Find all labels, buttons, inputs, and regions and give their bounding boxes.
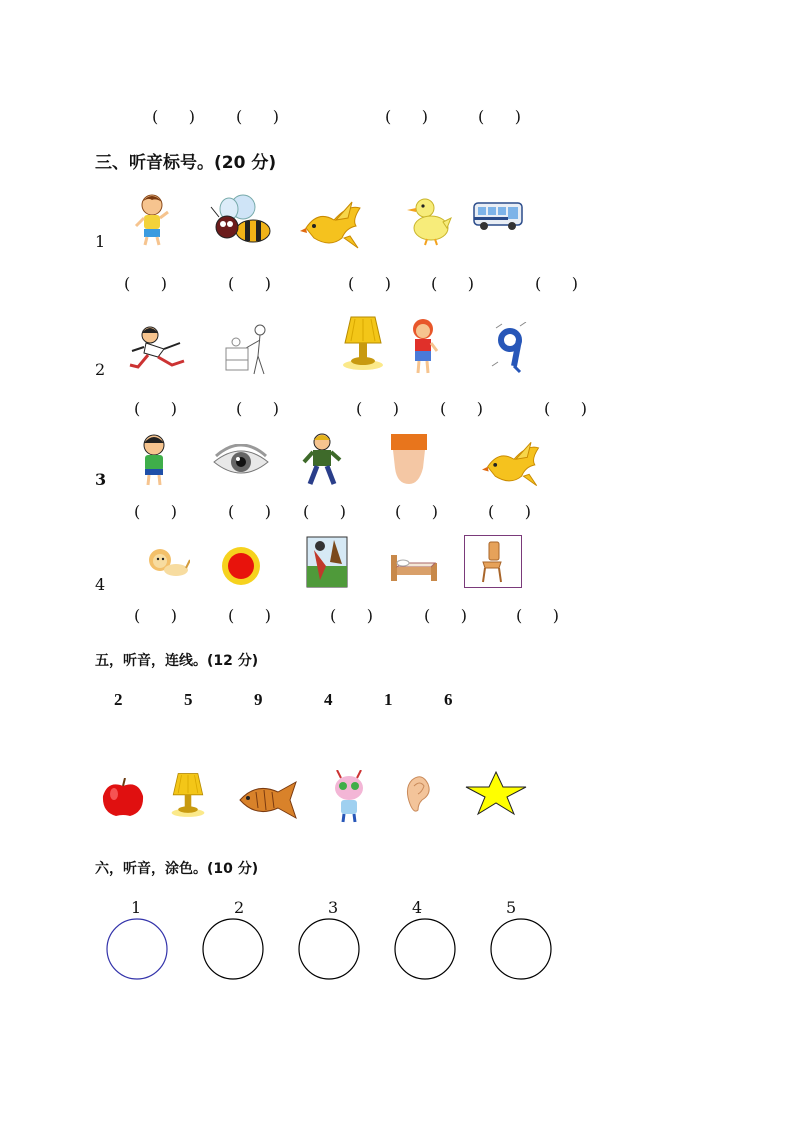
alien-icon xyxy=(329,770,369,824)
bird-icon xyxy=(482,438,548,488)
answer-blank[interactable]: ( ) xyxy=(395,502,438,521)
circle-number: 4 xyxy=(412,898,423,917)
answer-blank[interactable]: ( ) xyxy=(134,606,177,625)
boy-walking-icon xyxy=(302,432,342,486)
sketch-figure-icon xyxy=(220,322,274,376)
boy-icon xyxy=(132,192,172,246)
section-5-title: 五，听音，连线。(12 分) xyxy=(95,653,259,669)
answer-blank[interactable]: ( ) xyxy=(236,399,279,418)
lamp-icon xyxy=(170,769,206,819)
answer-blank[interactable]: ( ) xyxy=(478,107,521,126)
answer-blank[interactable]: ( ) xyxy=(348,274,391,293)
answer-blank[interactable]: ( ) xyxy=(535,274,578,293)
circle-number: 3 xyxy=(328,898,339,917)
answer-blank[interactable]: ( ) xyxy=(488,502,531,521)
answer-blank[interactable]: ( ) xyxy=(152,107,195,126)
running-boy-icon xyxy=(128,325,190,375)
chair-icon xyxy=(464,535,522,588)
color-circle[interactable] xyxy=(201,917,265,981)
section-3-title: 三、听音标号。(20 分) xyxy=(95,153,277,173)
star-icon xyxy=(463,770,529,816)
match-number: 5 xyxy=(184,690,193,709)
section-6-title: 六，听音，涂色。(10 分) xyxy=(95,861,259,877)
lamp-icon xyxy=(341,313,385,371)
match-number: 4 xyxy=(324,690,333,709)
row-number: 2 xyxy=(95,360,106,379)
answer-blank[interactable]: ( ) xyxy=(544,399,587,418)
color-circle[interactable] xyxy=(105,917,169,981)
circle-number: 2 xyxy=(234,898,245,917)
answer-blank[interactable]: ( ) xyxy=(431,274,474,293)
answer-blank[interactable]: ( ) xyxy=(440,399,483,418)
number-nine-icon xyxy=(490,322,534,374)
leg-icon xyxy=(389,432,429,486)
circle-number: 1 xyxy=(131,898,142,917)
match-number: 6 xyxy=(444,690,453,709)
answer-blank[interactable]: ( ) xyxy=(303,502,346,521)
fish-icon xyxy=(234,778,300,822)
row-number: 3 xyxy=(95,470,107,489)
eye-icon xyxy=(212,444,270,480)
sun-icon xyxy=(221,546,261,586)
answer-blank[interactable]: ( ) xyxy=(516,606,559,625)
bee-icon xyxy=(203,193,273,247)
color-circle[interactable] xyxy=(393,917,457,981)
match-number: 1 xyxy=(384,690,393,709)
answer-blank[interactable]: ( ) xyxy=(134,399,177,418)
bed-icon xyxy=(389,551,439,583)
color-circle[interactable] xyxy=(297,917,361,981)
picture-icon xyxy=(306,536,348,588)
answer-blank[interactable]: ( ) xyxy=(228,274,271,293)
answer-blank[interactable]: ( ) xyxy=(356,399,399,418)
row-number: 1 xyxy=(95,232,106,251)
answer-blank[interactable]: ( ) xyxy=(385,107,428,126)
bird-icon xyxy=(300,198,370,250)
bus-icon xyxy=(472,199,526,231)
answer-blank[interactable]: ( ) xyxy=(124,274,167,293)
match-number: 9 xyxy=(254,690,263,709)
answer-blank[interactable]: ( ) xyxy=(228,606,271,625)
color-circle[interactable] xyxy=(489,917,553,981)
answer-blank[interactable]: ( ) xyxy=(228,502,271,521)
lion-icon xyxy=(146,546,190,580)
duck-icon xyxy=(405,194,453,246)
answer-blank[interactable]: ( ) xyxy=(424,606,467,625)
answer-blank[interactable]: ( ) xyxy=(330,606,373,625)
ear-icon xyxy=(404,774,432,814)
boy-icon xyxy=(136,433,174,487)
answer-blank[interactable]: ( ) xyxy=(134,502,177,521)
apple-icon xyxy=(100,778,146,818)
circle-number: 5 xyxy=(506,898,517,917)
row-number: 4 xyxy=(95,575,106,594)
girl-icon xyxy=(405,317,441,375)
match-number: 2 xyxy=(114,690,123,709)
answer-blank[interactable]: ( ) xyxy=(236,107,279,126)
